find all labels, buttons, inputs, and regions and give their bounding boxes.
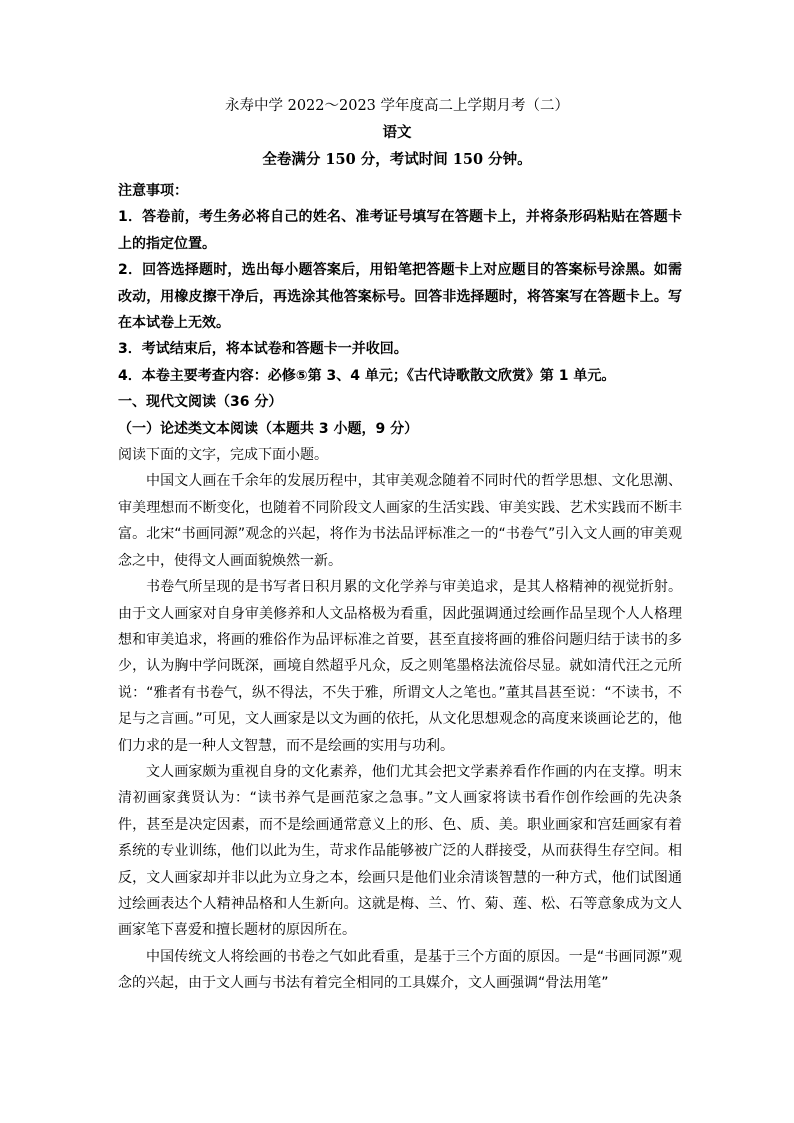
section-heading: 一、现代文阅读（36 分） <box>118 394 283 411</box>
reading-instruction: 阅读下面的文字，完成下面小题。 <box>118 447 328 464</box>
note-item-1: 1．答卷前，考生务必将自己的姓名、准考证号填写在答题卡上，并将条形码粘贴在答题卡上的指定位置。 <box>118 209 682 252</box>
passage-paragraph-1: 中国文人画在千余年的发展历程中，其审美观念随着不同时代的哲学思想、文化思潮、审美理想而不断变化，也随着不同阶段文人画家的生活实践、审美实践、艺术实践而不断丰富。北宋“书画同源”观念的兴起，将作为书法品评标准之一的“书卷气”引入文人画的审美观念之中，使得文人画面貌焕然一新。 <box>118 473 682 569</box>
passage-paragraph-2: 书卷气所呈现的是书写者日积月累的文化学养与审美追求，是其人格精神的视觉折射。由于文人画家对自身审美修养和人文品格极为看重，因此强调通过绘画作品呈现个人人格理想和审美追求，将画的雅俗作为品评标准之首要，甚至直接将画的雅俗问题归结于读书的多少，认为胸中学问既深，画境自然超乎凡众，反之则笔墨格法流俗尽显。就如清代汪之元所说：“雅者有书卷气，纵不得法，不失于雅，所谓文人之笔也。”董其昌甚至说：“不读书，不足与之言画。”可见，文人画家是以文为画的依托，从文化思想观念的高度来谈画论艺的，他们力求的是一种人文智慧，而不是绘画的实用与功利。 <box>118 579 682 754</box>
subsection-heading: （一）论述类文本阅读（本题共 3 小题，9 分） <box>118 420 419 437</box>
notes-heading: 注意事项： <box>118 183 188 199</box>
exam-title: 永寿中学 2022～2023 学年度高二上学期月考（二） <box>224 98 570 114</box>
note-item-4: 4．本卷主要考查内容：必修⑤第 3、4 单元；《古代诗歌散文欣赏》第 1 单元。 <box>118 367 616 384</box>
passage-paragraph-3: 文人画家颇为重视自身的文化素养，他们尤其会把文学素养看作作画的内在支撑。明末清初画家龚贤认为：“读书养气是画范家之急事。”文人画家将读书看作创作绘画的先决条件，甚至是决定因素，而不是绘画通常意义上的形、色、质、美。职业画家和宫廷画家有着系统的专业训练，他们以此为生，苛求作品能够被广泛的人群接受，从而获得生存空间。相反，文人画家却并非以此为立身之本，绘画只是他们业余清谈智慧的一种方式，他们试图通过绘画表达个人精神品格和人生新向。这就是梅、兰、竹、菊、莲、松、石等意象成为文人画家笔下喜爱和擅长题材的原因所在。 <box>118 763 682 939</box>
passage-paragraph-4: 中国传统文人将绘画的书卷之气如此看重，是基于三个方面的原因。一是“书画同源”观念的兴起，由于文人画与书法有着完全相同的工具媒介，文人画强调“骨法用笔” <box>118 948 682 992</box>
note-item-2: 2．回答选择题时，选出每小题答案后，用铅笔把答题卡上对应题目的答案标号涂黑。如需改动，用橡皮擦干净后，再选涂其他答案标号。回答非选择题时，将答案写在答题卡上。写在本试卷上无效。 <box>118 262 682 332</box>
score-info: 全卷满分 150 分，考试时间 150 分钟。 <box>262 151 532 168</box>
exam-body <box>118 178 682 997</box>
subject-title: 语文 <box>382 124 412 141</box>
note-item-3: 3．考试结束后，将本试卷和答题卡一并收回。 <box>118 341 408 358</box>
